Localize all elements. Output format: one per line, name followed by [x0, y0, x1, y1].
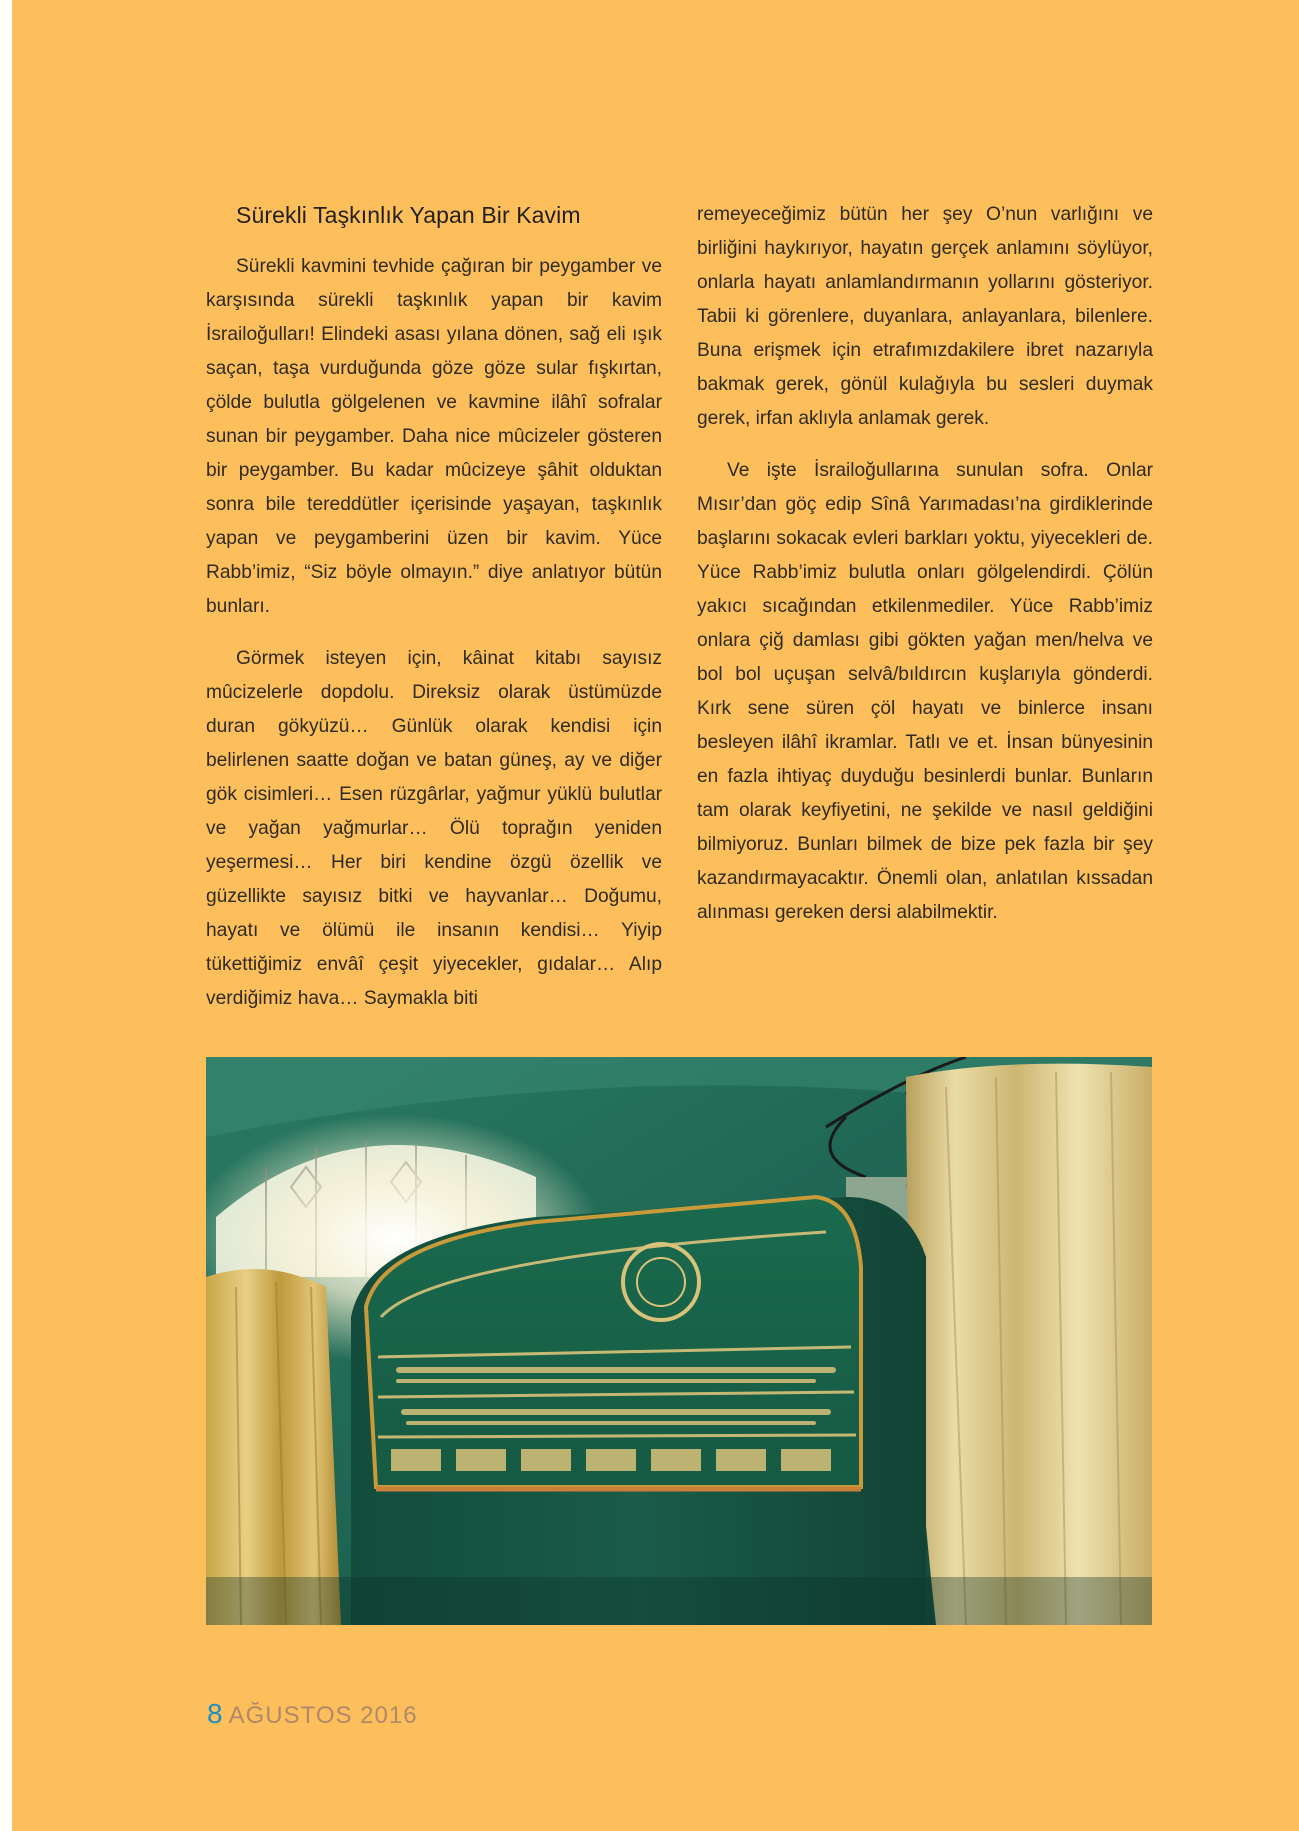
paragraph: Görmek isteyen için, kâinat kitabı sayısız mûcizelerle dopdolu. Direksiz olarak üstümüzde duran gökyüzü… Günlük olarak kendisi için belirlenen saatte doğan ve batan güneş, ay ve diğer gök cisimleri… Esen rüzgârlar, yağmur yüklü bulutlar ve yağan yağmurlar… Ölü toprağın yeniden yeşermesi… Her biri kendine özgü özellik ve güzellikte sayısız bitki ve hayvanlar… Doğumu, hayatı ve ölümü ile insanın kendisi… Yiyip tükettiğimiz envâî çeşit yiyecekler, gıdalar… Alıp verdiğimiz hava… Saymakla biti: [206, 648, 662, 1009]
section-heading: Sürekli Taşkınlık Yapan Bir Kavim: [236, 202, 581, 228]
page-number: 8: [207, 1698, 223, 1729]
tomb-photo: [206, 1057, 1152, 1625]
magazine-page: [12, 0, 1299, 1831]
paragraph-continued: remeyeceğimiz bütün her şey O’nun varlığını ve birliğini haykırıyor, hayatın gerçek anlamını söylüyor, onlarla hayatı anlamlandırmanın yollarını gösteriyor. Tabii ki görenlere, duyanlara, anlayanlara, bilenlere. Buna erişmek için etrafımızdakilere ibret nazarıyla bakmak gerek, gönül kulağıyla bu sesleri duymak gerek, irfan aklıyla anlamak gerek.: [697, 204, 1153, 429]
issue-date: AĞUSTOS 2016: [228, 1702, 418, 1729]
paragraph: Ve işte İsrailoğullarına sunulan sofra. Onlar Mısır’dan göç edip Sînâ Yarımadası’na girdiklerinde başlarını sokacak evleri barkları yoktu, yiyecekleri de. Yüce Rabb’imiz bulutla onları gölgelendirdi. Çölün yakıcı sıcağından etkilenmediler. Yüce Rabb’imiz onlara çiğ damlası gibi gökten yağan men/helva ve bol bol uçuşan selvâ/bıldırcın kuşlarıyla gönderdi. Kırk sene süren çöl hayatı ve binlerce insanı besleyen ilâhî ikramlar. Tatlı ve et. İnsan bünyesinin en fazla ihtiyaç duyduğu besinlerdi bunlar. Bunların tam olarak keyfiyetini, ne şekilde ve nasıl geldiğini bilmiyoruz. Bunları bilmek de bize pek fazla bir şey kazandırmayacaktır. Önemli olan, anlatılan kıssadan alınması gereken dersi alabilmektir.: [697, 460, 1153, 923]
left-column: [206, 198, 662, 1016]
paragraph: Sürekli kavmini tevhide çağıran bir peygamber ve karşısında sürekli taşkınlık yapan bir kavim İsrailoğulları! Elindeki asası yılana dönen, sağ eli ışık saçan, taşa vurduğunda göze göze sular fışkırtan, çölde bulutla gölgelenen ve kavmine ilâhî sofralar sunan bir peygamber. Daha nice mûcizeler gösteren bir peygamber. Bu kadar mûcizeye şâhit olduktan sonra bile tereddütler içerisinde yaşayan, taşkınlık yapan ve peygamberini üzen bir kavim. Yüce Rabb’imiz, “Siz böyle olmayın.” diye anlatıyor bütün bunları.: [206, 256, 662, 617]
right-column: [697, 198, 1153, 930]
page-footer: [207, 1698, 418, 1730]
